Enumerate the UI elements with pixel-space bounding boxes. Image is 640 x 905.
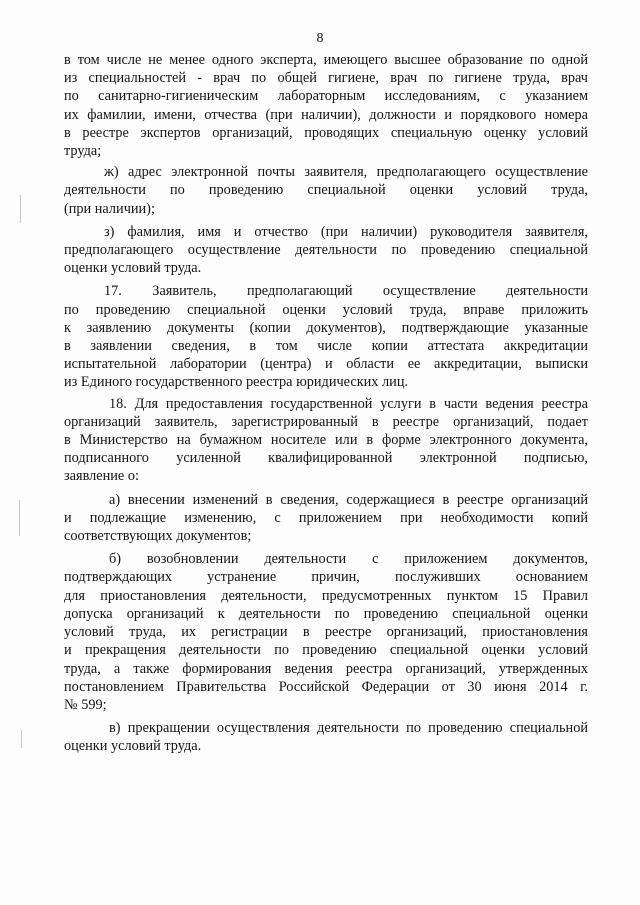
text-line: из Единого государственного реестра юридических лиц. (64, 374, 409, 391)
text-line: подписанного усиленной квалифицированной электронной подписью, (64, 450, 588, 467)
text-line: 18. Для предоставления государственной услуги в части ведения реестра (109, 395, 588, 412)
text-line: в том числе не менее одного эксперта, имеющего высшее образование по одной (64, 52, 588, 68)
text-line: б) возобновлении деятельности с приложением документов, (109, 551, 588, 568)
scan-margin-mark (19, 500, 20, 536)
text-line: испытательной лаборатории (центра) и области ее аккредитации, выписки (64, 356, 588, 373)
text-line: к заявлению документы (копии документов), подтверждающие указанные (64, 319, 588, 336)
text-line: по санитарно-гигиеническим лабораторным исследованиям, с указанием (64, 88, 588, 105)
text-line: ж) адрес электронной почты заявителя, предполагающего осуществление (104, 164, 588, 181)
text-line: организаций заявитель, зарегистрированный в реестре организаций, подает (64, 413, 588, 430)
text-line: в Министерство на бумажном носителе или в форме электронного документа, (64, 432, 588, 449)
text-line: из специальностей - врач по общей гигиене, врач по гигиене труда, врач (64, 70, 588, 87)
text-line: № 599; (64, 696, 107, 713)
text-line: а) внесении изменений в сведения, содержащиеся в реестре организаций (109, 491, 588, 508)
text-line: (при наличии); (64, 200, 155, 217)
text-line: допуска организаций к деятельности по проведению специальной оценки (64, 605, 588, 622)
text-line: условий труда, их регистрации в реестре организаций, приостановления (64, 624, 588, 641)
text-line: 17. Заявитель, предполагающий осуществление деятельности (104, 283, 588, 300)
text-line: по проведению специальной оценки условий труда, вправе приложить (64, 301, 588, 318)
paragraph-item-a (64, 491, 588, 546)
page-number: 8 (316, 31, 324, 46)
text-line: их фамилии, имени, отчества (при наличии), должности и порядкового номера (64, 106, 588, 123)
text-line: з) фамилия, имя и отчество (при наличии) руководителя заявителя, (104, 223, 588, 240)
paragraph-17 (64, 282, 588, 391)
text-line: в) прекращении осуществления деятельности по проведению специальной (109, 720, 588, 737)
scan-margin-mark (21, 730, 22, 748)
text-line: предполагающего осуществление деятельности по проведению специальной (64, 242, 588, 259)
text-line: и подлежащие изменению, с приложением при необходимости копий (64, 509, 588, 526)
paragraph-item-z (64, 223, 588, 278)
paragraph-18 (64, 395, 588, 486)
text-line: труда; (64, 143, 102, 160)
document-body (64, 51, 588, 756)
text-line: труда, а также формирования ведения реестра организаций, утвержденных (64, 660, 588, 677)
paragraph-intro (64, 51, 588, 160)
paragraph-item-v (64, 719, 588, 755)
scan-margin-mark (20, 195, 21, 223)
text-line: постановлением Правительства Российской Федерации от 30 июня 2014 г. (64, 678, 588, 695)
text-line: для приостановления деятельности, предусмотренных пунктом 15 Правил (64, 587, 588, 604)
text-line: и прекращения деятельности по проведению специальной оценки условий (64, 642, 588, 659)
text-line: подтверждающих устранение причин, послуживших основанием (64, 569, 588, 586)
text-line: оценки условий труда. (64, 738, 202, 755)
text-line: соответствующих документов; (64, 528, 252, 545)
text-line: деятельности по проведению специальной оценки условий труда, (64, 182, 588, 199)
text-line: в реестре экспертов организаций, проводящих специальную оценку условий (64, 124, 588, 141)
text-line: оценки условий труда. (64, 260, 202, 277)
text-line: в заявлении сведения, в том числе копии аттестата аккредитации (64, 338, 588, 355)
text-line: заявление о: (64, 468, 139, 485)
paragraph-item-b (64, 550, 588, 714)
paragraph-item-zh (64, 163, 588, 218)
